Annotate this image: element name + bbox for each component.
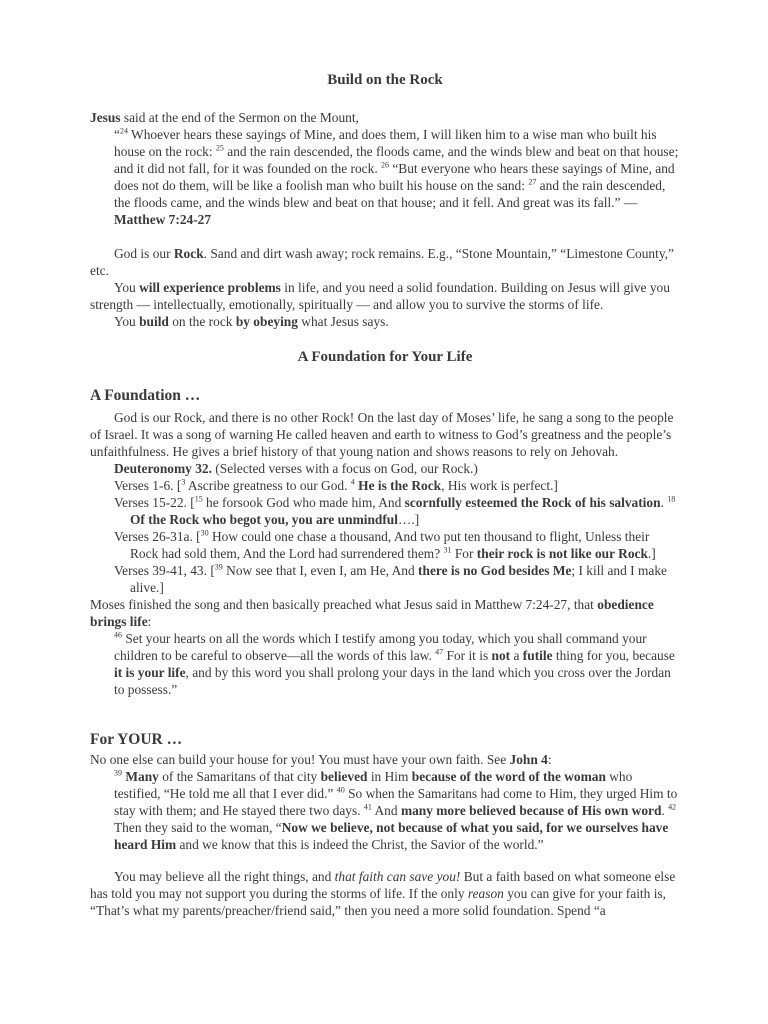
verse-number: 4 (350, 477, 355, 487)
verse-number: 27 (528, 177, 537, 187)
john-4-quote: $^{39}$ Many of the Samaritans of that city believed in Him because of the word of the woman who testified, “He told me all that I ever did.” $^{40}$ So when the Samaritans had come to Him, they urged Him to stay with them; and He stayed there two days. $^{41}$ And many more believed because of His own word. $^{42}$ Then they said to the woman, “Now we believe, not because of what you said, for we ourselves have heard Him and we know that this is indeed the Christ, the Savior of the world.” (114, 768, 678, 852)
bold-text: by obeying (235, 314, 298, 329)
bold-text: many more believed because of His own word (400, 803, 662, 818)
bold-text: Now we believe, not because of what you said, for we ourselves have heard Him (114, 820, 669, 852)
verse-number: 24 (119, 126, 128, 136)
verse-number: 31 (443, 545, 452, 555)
rock-paragraph-3: You build on the rock by obeying what Jesus says. (114, 314, 389, 329)
deut-verses-2: Verses 15-22. [$^{15}$ he forsook God who made him, And scornfully esteemed the Rock of his salvation. $^{18}$ Of the Rock who begot you, you are unmindful….] (114, 494, 676, 527)
faith-section (90, 868, 680, 919)
your-paragraph: No one else can build your house for you! You must have your own faith. See John 4: (90, 752, 552, 767)
italic-text: reason (467, 886, 504, 901)
bold-text: believed (320, 769, 368, 784)
italic-text: that faith can save you! (334, 869, 461, 884)
bold-text: will experience problems (139, 280, 281, 295)
verse-number: 39 (214, 562, 223, 572)
verse-number: 26 (381, 160, 390, 170)
foundation-section (90, 386, 680, 698)
bold-text: futile (522, 648, 553, 663)
faith-paragraph: You may believe all the right things, and that faith can save you! But a faith based on what someone else has told you may not support you during the storms of life. If the only reason you can give for your faith is, “That’s what my parents/preacher/friend said,” then you need a more solid foundation. Spend “a (90, 869, 676, 918)
bold-text: He is the Rock (358, 478, 442, 493)
rock-paragraph-2: You will experience problems in life, and you need a solid foundation. Building on Jesus will give you strength — intellectually, emotionally, spiritually — and allow you to survive the storms of life. (90, 280, 670, 312)
page-title: Build on the Rock (327, 72, 443, 88)
bold-text: John 4 (509, 752, 548, 767)
verse-number: 15 (194, 494, 203, 504)
deuteronomy-intro: Deuteronomy 32. (Selected verses with a focus on God, our Rock.) (114, 461, 478, 476)
bold-text: Deuteronomy 32. (114, 461, 212, 476)
verse-number: 46 (114, 630, 122, 640)
verse-number: 18 (667, 494, 676, 504)
deut-verses-3: Verses 26-31a. [$^{30}$ How could one chase a thousand, And two put ten thousand to flight, Unless their Rock had sold them, And the Lord had surrendered them? $^{31}$ For their rock is not like our Rock.] (114, 528, 656, 561)
your-heading: For YOUR … (90, 731, 183, 748)
section-title: A Foundation for Your Life (297, 349, 473, 365)
verse-number: 30 (200, 528, 209, 538)
bold-text: build (139, 314, 169, 329)
bold-text: Matthew 7:24-27 (114, 212, 212, 227)
foundation-heading: A Foundation … (90, 387, 201, 404)
verse-number: 3 (181, 477, 186, 487)
bold-text: Many (125, 769, 159, 784)
matthew-quote: “$^{24}$ Whoever hears these sayings of Mine, and does them, I will liken him to a wise man who built his house on the rock: $^{25}$ and the rain descended, the floods came, and the winds blew and beat on that house; and it did not fall, for it was founded on the rock. $^{26}$ “But everyone who hears these sayings of Mine, and does not do them, will be like a foolish man who built his house on the sand: $^{27}$ and the rain descended, the floods came, and the winds blew and beat on that house; and it fell. And great was its fall.” — Matthew 7:24-27 (114, 126, 679, 227)
verse-number: 41 (363, 802, 372, 812)
verse-number: 40 (336, 785, 345, 795)
verse-number: 25 (215, 143, 224, 153)
deuteronomy-46-quote: $^{46}$ Set your hearts on all the words which I testify among you today, which you shall command your children to be careful to observe—all the words of this law. $^{47}$ For it is not a futile thing for you, because it is your life, and by this word you shall prolong your days in the land which you cross over the Jordan to possess.” (114, 630, 675, 697)
foundation-paragraph: God is our Rock, and there is no other Rock! On the last day of Moses’ life, he sang a song to the people of Israel. It was a song of warning He called heaven and earth to witness to God’s greatness and the people’s unfaithfulness. He gives a brief history of that young nation and shows reasons to rely on Jehovah. (90, 410, 674, 459)
bold-text: not (491, 648, 511, 663)
your-section (90, 730, 680, 853)
bold-text: Of the Rock who begot you, you are unmindful (130, 512, 398, 527)
verse-number: 47 (435, 647, 444, 657)
verse-number: 39 (114, 768, 122, 778)
deut-verses-1: Verses 1-6. [$^3$ Ascribe greatness to our God. $^4$ He is the Rock, His work is perfect.] (114, 477, 558, 493)
bold-text: Rock (173, 246, 204, 261)
verse-number: 42 (668, 802, 677, 812)
intro-paragraph: Jesus said at the end of the Sermon on the Mount, (90, 110, 359, 125)
bold-text: because of the word of the woman (411, 769, 606, 784)
bold-text: it is your life (114, 665, 186, 680)
intro-section (90, 109, 680, 228)
deut-verses-4: Verses 39-41, 43. [$^{39}$ Now see that I, even I, am He, And there is no God besides Me; I kill and I make alive.] (114, 562, 667, 595)
bold-text: their rock is not like our Rock (476, 546, 648, 561)
rock-section (90, 245, 680, 330)
bold-text: Jesus (90, 110, 121, 125)
bold-text: scornfully esteemed the Rock of his salvation (404, 495, 661, 510)
bold-text: obedience brings life (90, 597, 654, 629)
moses-paragraph: Moses finished the song and then basically preached what Jesus said in Matthew 7:24-27, that obedience brings life: (90, 597, 654, 629)
rock-paragraph-1: God is our Rock. Sand and dirt wash away; rock remains. E.g., “Stone Mountain,” “Limestone County,” etc. (90, 246, 674, 278)
bold-text: there is no God besides Me (418, 563, 572, 578)
